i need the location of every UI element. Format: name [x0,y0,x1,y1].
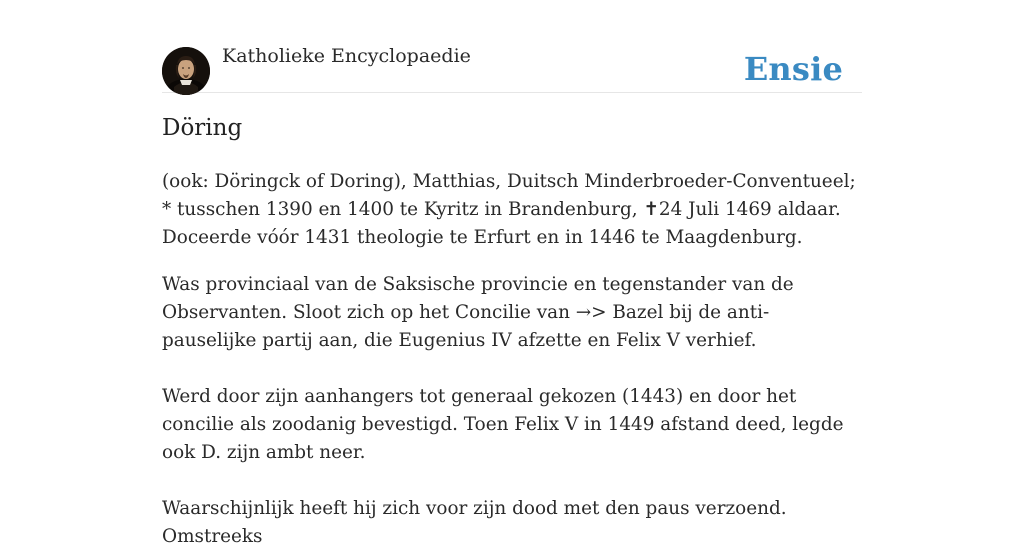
source-name[interactable]: Katholieke Encyclopaedie [222,45,471,67]
article-paragraph: (ook: Döringck of Doring), Matthias, Duitsch Minderbroeder-Conventueel; * tusschen 1390 en 1400 te Kyritz in Brandenburg, ✝24 Juli 1469 aldaar. Doceerde vóór 1431 theologie te Erfurt en in 1446 te Maagdenburg. [162,171,856,248]
brand-logo[interactable]: Ensie [743,50,843,88]
article-paragraph: Werd door zijn aanhangers tot generaal gekozen (1443) en door het concilie als zoodanig bevestigd. Toen Felix V in 1449 afstand deed, legde ook D. zijn ambt neer. [162,386,844,463]
article-page [162,0,862,547]
article-title: Döring [162,115,243,141]
article-paragraph: Waarschijnlijk heeft hij zich voor zijn dood met den paus verzoend. Omstreeks [162,498,787,547]
header [162,0,862,93]
article-body [162,168,862,551]
article-paragraph: Was provinciaal van de Saksische provincie en tegenstander van de Observanten. Sloot zich op het Concilie van →> Bazel bij de anti-pauselijke partij aan, die Eugenius IV afzette en Felix V verhief. [162,274,794,351]
portrait-avatar-icon[interactable] [162,47,210,95]
